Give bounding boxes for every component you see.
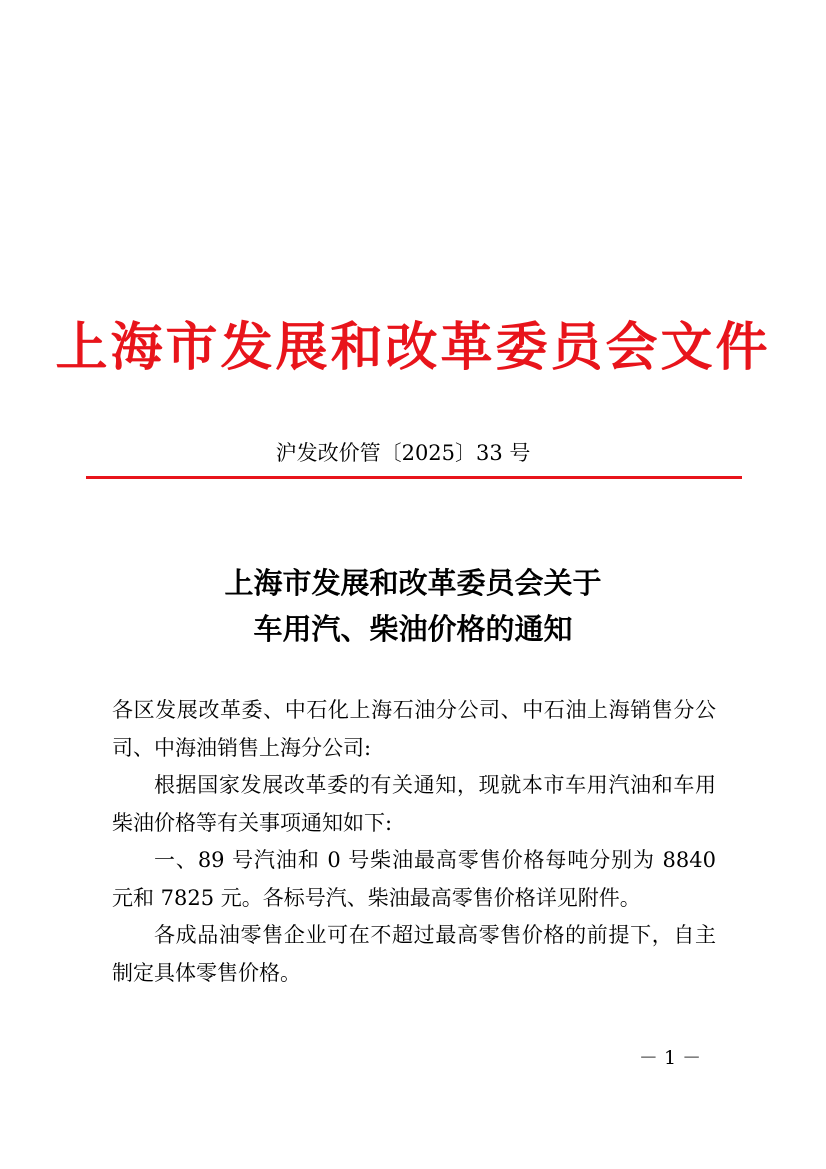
notice-title-line-2: 车用汽、柴油价格的通知	[253, 612, 573, 646]
body-paragraph-2: 一、89 号汽油和 0 号柴油最高零售价格每吨分别为 8840 元和 7825 元。各标号汽、柴油最高零售价格详见附件。	[112, 848, 716, 910]
body-paragraph-3: 各成品油零售企业可在不超过最高零售价格的前提下，自主制定具体零售价格。	[112, 923, 716, 985]
notice-title	[0, 560, 826, 652]
recipients-paragraph: 各区发展改革委、中石化上海石油分公司、中石油上海销售分公司、中海油销售上海分公司:	[112, 698, 716, 760]
red-divider-line	[86, 476, 742, 479]
body-paragraph-1: 根据国家发展改革委的有关通知，现就本市车用汽油和车用柴油价格等有关事项通知如下:	[112, 773, 716, 835]
page-number: － 1 －	[638, 1047, 702, 1069]
document-number: 沪发改价管〔2025〕33 号	[275, 441, 531, 465]
notice-title-line-1: 上海市发展和改革委员会关于	[224, 566, 602, 600]
notice-body	[112, 692, 716, 992]
document-header-title: 上海市发展和改革委员会文件	[55, 317, 771, 378]
